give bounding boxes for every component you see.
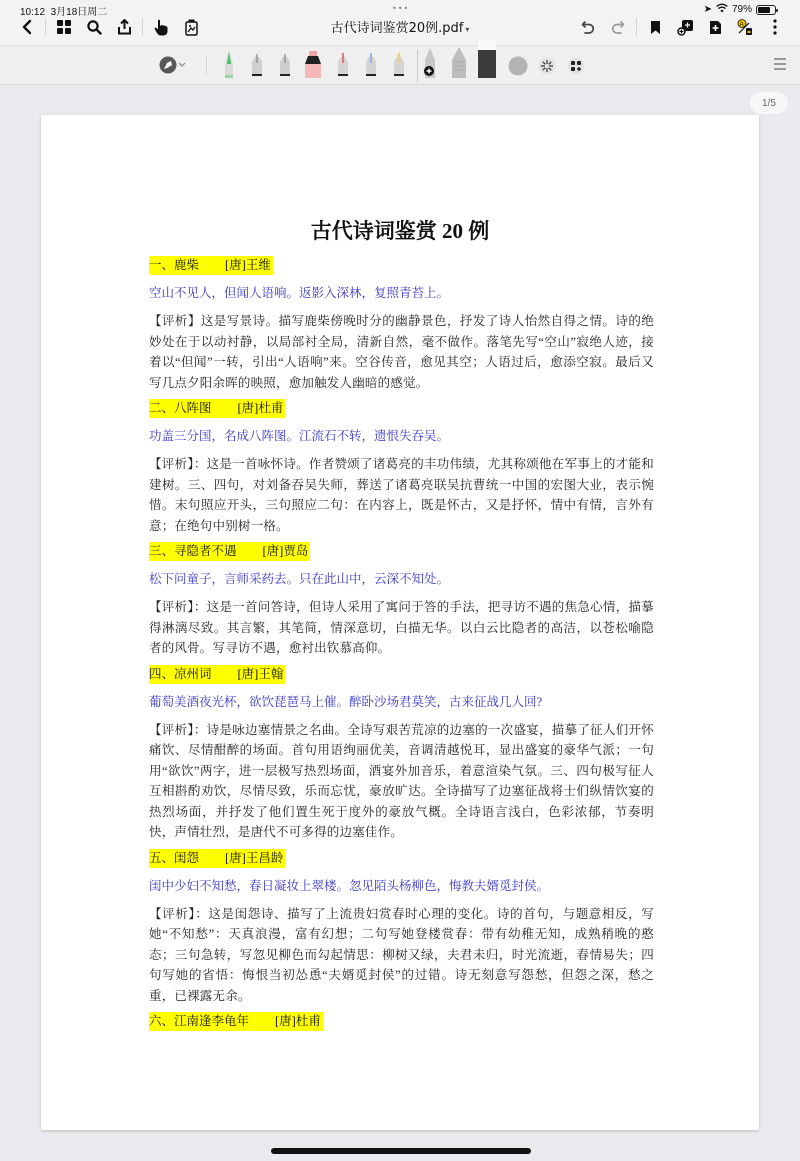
more-icon[interactable] [760, 15, 790, 39]
poem-analysis: 【评析】：这是闺怨诗、描写了上流贵妇赏春时心理的变化。诗的首句，与题意相反，写她“不知愁”：天真浪漫，富有幻想；二句写她登楼赏春：带有幼稚无知，成熟稍晚的憨态；三句急转，写忽见柳色而勾起情思：柳树又绿，夫君未归，时光流逝，春情易失；四句写她的省悟：悔恨当初怂恿“夫婿觅封侯”的过错。诗无刻意写怨愁，但怨之深，愁之重，已裸露无余。 [149, 906, 654, 1003]
more-tools-icon[interactable] [567, 57, 585, 82]
poem-title: 五、闺怨 [149, 850, 200, 865]
add-image-icon[interactable] [670, 15, 700, 39]
top-bar [0, 0, 800, 45]
poem-section [149, 399, 654, 536]
chevron-down-icon[interactable]: ▾ [465, 25, 470, 34]
laser-pointer-tool[interactable] [538, 57, 556, 82]
section-heading [149, 399, 285, 418]
highlighter-tool[interactable] [304, 48, 322, 82]
text-recognition-icon[interactable] [730, 15, 760, 39]
poem-analysis: 【评析】：诗是咏边塞情景之名曲。全诗写艰苦荒凉的边塞的一次盛宴，描摹了征人们开怀痛饮、尽情酣醉的场面。首句用语绚丽优美，音调清越悦耳，显出盛宴的豪华气派；一句用“欲饮”两字，进一层极写热烈场面，酒宴外加音乐，着意渲染气氛。三、四句极写征人互相斟酌劝饮，尽情尽致，乐而忘忧，豪放旷达。全诗描写了边塞征战将士们纵情饮宴的热烈场面，并抒发了他们置生死于度外的豪放气概。全诗语言浅白，色彩浓郁，节奏明快，声情壮烈，是唐代不可多得的边塞佳作。 [149, 722, 654, 839]
green-pen-tool[interactable] [222, 48, 236, 82]
poem-title: 二、八阵图 [149, 401, 212, 415]
page-indicator: 1/5 [750, 92, 788, 114]
battery-percent: 79% [731, 4, 752, 15]
pen-selector-button[interactable] [158, 55, 188, 82]
poem-analysis: 【评析】：这是一首问答诗，但诗人采用了寓问于答的手法，把寻访不遇的焦急心情，描摹得淋漓尽致。其言繁，其笔简，情深意切，白描无华。以白云比隐者的高洁，以苍松喻隐者的风骨。写寻访不遇，愈衬出钦慕高仰。 [149, 600, 654, 655]
poem-title: 一、鹿柴 [149, 258, 200, 272]
bookmark-icon[interactable] [640, 15, 670, 39]
poem-author: [唐]王维 [225, 258, 271, 272]
yellow-pen-tool[interactable] [392, 48, 406, 82]
red-pen-tool[interactable] [336, 48, 350, 82]
poem-text: 闺中少妇不知愁，春日凝妆上翠楼。忽见陌头杨柳色，悔教夫婿觅封侯。 [149, 878, 550, 893]
pdf-content [149, 256, 654, 1041]
poem-text: 功盖三分国，名成八阵图。江流石不转，遗恨失吞吴。 [149, 429, 450, 443]
poem-section [149, 542, 654, 659]
add-page-icon[interactable] [700, 15, 730, 39]
poem-text: 松下问童子，言师采药去。只在此山中，云深不知处。 [149, 572, 450, 586]
shape-tool[interactable] [508, 56, 528, 82]
pdf-page[interactable] [41, 115, 759, 1130]
poem-text: 空山不见人，但闻人语响。返影入深林，复照青苔上。 [149, 286, 450, 300]
divider [417, 50, 418, 82]
document-title-text: 古代诗词鉴赏20例.pdf [330, 21, 464, 36]
poem-author: [唐]贾岛 [262, 544, 309, 558]
section-heading [149, 542, 310, 561]
poem-section [149, 665, 654, 843]
fountain-pen-tool[interactable] [250, 48, 264, 82]
annotation-toolbar [0, 45, 800, 85]
undo-icon[interactable] [573, 15, 603, 39]
poem-analysis: 【评析】：这是一首咏怀诗。作者赞颂了诸葛亮的丰功伟绩，尤其称颂他在军事上的才能和建树。三、四句，对刘备吞吴失师，葬送了诸葛亮联吴抗曹统一中国的宏图大业，表示惋惜。末句照应开头，三句照应二句：在内容上，既是怀古，又是抒怀，情中有情，言外有意；在绝句中别树一格。 [149, 457, 654, 533]
multitask-dots-icon[interactable]: ••• [392, 4, 410, 13]
svg-text:A: A [739, 21, 744, 28]
divider [636, 18, 637, 36]
poem-analysis: 【评析】这是写景诗。描写鹿柴傍晚时分的幽静景色，抒发了诗人怡然自得之情。诗的绝妙处在于以动衬静，以局部衬全局，清新自然，毫不做作。落笔先写“空山”寂绝人迹，接着以“但闻”一转，引出“人语响”来。空谷传音，愈见其空；人语过后，愈添空寂。最后又写几点夕阳余晖的映照，愈加触发人幽暗的感觉。 [149, 314, 654, 390]
pencil-tool[interactable] [450, 44, 468, 82]
poem-author: [唐]王昌龄 [225, 850, 284, 865]
poem-text: 葡萄美酒夜光杯，欲饮琵琶马上催。醉卧沙场君莫笑，古来征战几人回? [149, 694, 543, 709]
poem-author: [唐]杜甫 [237, 401, 284, 415]
pencil-add-tool[interactable] [422, 44, 438, 82]
pdf-title: 古代诗词鉴赏 20 例 [310, 219, 490, 243]
poem-author: [唐]王翰 [237, 666, 284, 681]
divider [206, 56, 207, 74]
section-heading [149, 1012, 323, 1031]
poem-title: 四、凉州词 [149, 666, 212, 681]
blue-pen-tool[interactable] [364, 48, 378, 82]
eraser-tool[interactable] [478, 40, 496, 82]
hamburger-menu-icon[interactable] [774, 58, 786, 73]
poem-author: [唐]杜甫 [275, 1014, 321, 1028]
location-icon: ➤ [703, 4, 712, 15]
poem-section [149, 849, 654, 1007]
date-text: 3月18日周二 [50, 7, 108, 18]
poem-title: 三、寻隐者不遇 [149, 544, 237, 558]
home-indicator[interactable] [271, 1148, 531, 1154]
time-text: 10:12 [20, 7, 46, 18]
redo-icon[interactable] [603, 15, 633, 39]
poem-title: 六、江南逢李龟年 [149, 1014, 250, 1028]
fountain-pen-tool-2[interactable] [278, 48, 292, 82]
battery-icon [756, 5, 776, 15]
section-heading [149, 665, 285, 684]
poem-section [149, 1012, 654, 1041]
poem-section [149, 256, 654, 393]
section-heading [149, 256, 273, 275]
section-heading [149, 849, 285, 868]
